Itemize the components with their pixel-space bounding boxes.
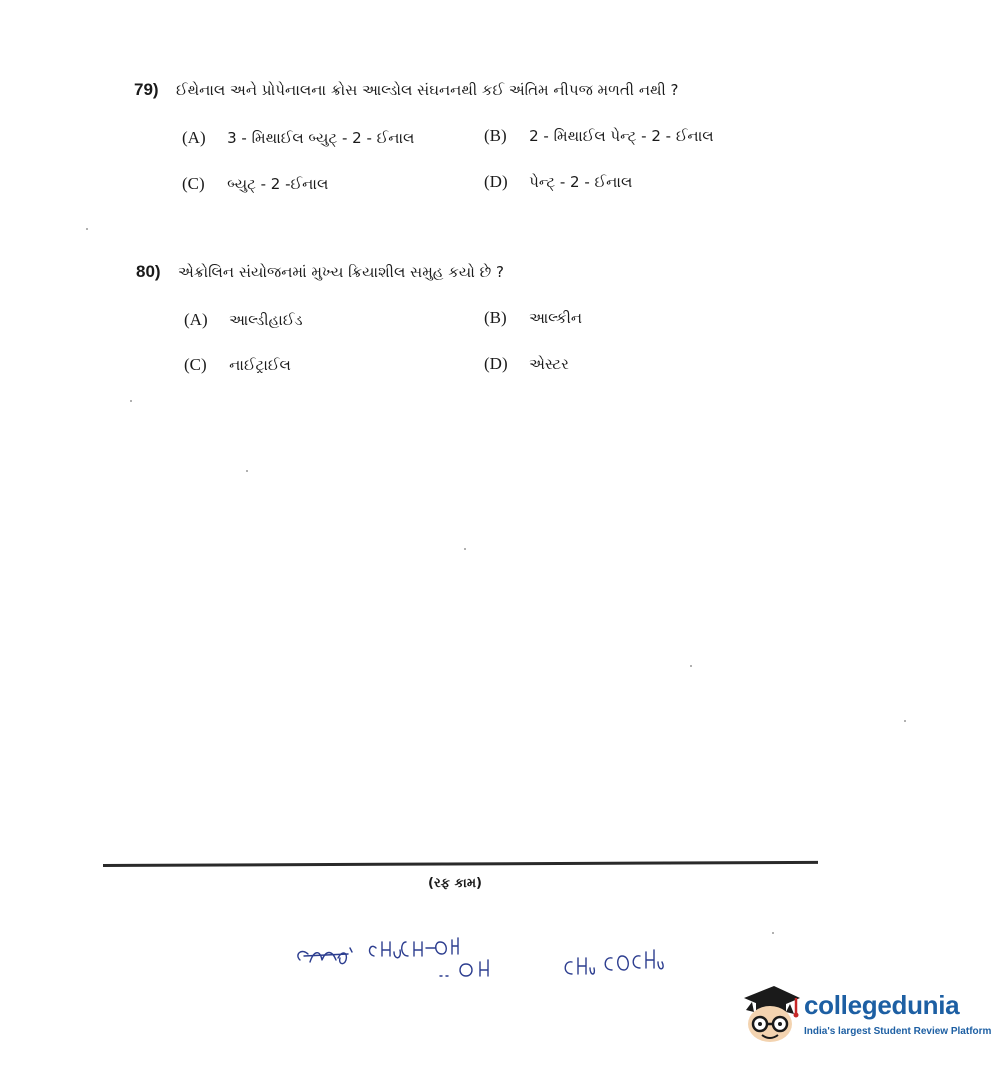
logo-tagline: India's largest Student Review Platform: [804, 1026, 992, 1037]
q80-option-b: [484, 308, 582, 328]
option-text: બ્યુટ્ - 2 -ઈનાલ: [227, 175, 329, 193]
option-label: (A): [184, 310, 208, 329]
question-text: એક્રોલિન સંયોજનમાં મુખ્ય ક્રિયાશીલ સમુહ કયો છે ?: [177, 263, 504, 281]
scan-speck: [772, 932, 774, 934]
question-80: [136, 262, 504, 282]
option-text: નાઈટ્રાઈલ: [229, 356, 291, 374]
option-label: (C): [184, 355, 207, 374]
footer-divider: [103, 861, 818, 867]
question-text: ઈથેનાલ અને પ્રોપેનાલના ક્રોસ આલ્ડોલ સંઘનનથી કઈ અંતિમ નીપજ મળતી નથી ?: [175, 81, 679, 99]
q80-option-d: [484, 354, 569, 374]
q79-option-b: [484, 126, 714, 146]
option-text: એસ્ટર: [529, 355, 569, 373]
option-text: આલ્ડીહાઈડ: [229, 311, 303, 329]
option-label: (B): [484, 126, 507, 145]
question-number: 80): [136, 262, 161, 281]
q80-option-a: [184, 310, 303, 330]
option-label: (B): [484, 308, 507, 327]
rough-work-label: (રફ કામ): [428, 876, 482, 891]
q79-option-c: [182, 174, 328, 194]
scan-speck: [130, 400, 132, 402]
collegedunia-logo: [738, 982, 992, 1052]
q80-option-c: [184, 355, 291, 375]
logo-wordmark: collegedunia: [804, 990, 960, 1020]
handwritten-scribble: [290, 920, 690, 990]
student-mascot-icon: [738, 982, 802, 1052]
option-text: પેન્ટ્ - 2 - ઈનાલ: [529, 173, 633, 191]
option-text: આલ્કીન: [529, 309, 583, 327]
question-number: 79): [134, 80, 159, 99]
option-text: 3 - મિથાઈલ બ્યુટ્ - 2 - ઈનાલ: [227, 129, 415, 147]
option-text: 2 - મિથાઈલ પેન્ટ્ - 2 - ઈનાલ: [529, 127, 714, 145]
scan-speck: [86, 228, 88, 230]
scan-speck: [904, 720, 906, 722]
option-label: (D): [484, 172, 508, 191]
question-79: [134, 80, 679, 100]
option-label: (C): [182, 174, 205, 193]
option-label: (D): [484, 354, 508, 373]
scan-speck: [690, 665, 692, 667]
scan-speck: [246, 470, 248, 472]
q79-option-a: [182, 128, 414, 148]
scan-speck: [464, 548, 466, 550]
option-label: (A): [182, 128, 206, 147]
q79-option-d: [484, 172, 632, 192]
